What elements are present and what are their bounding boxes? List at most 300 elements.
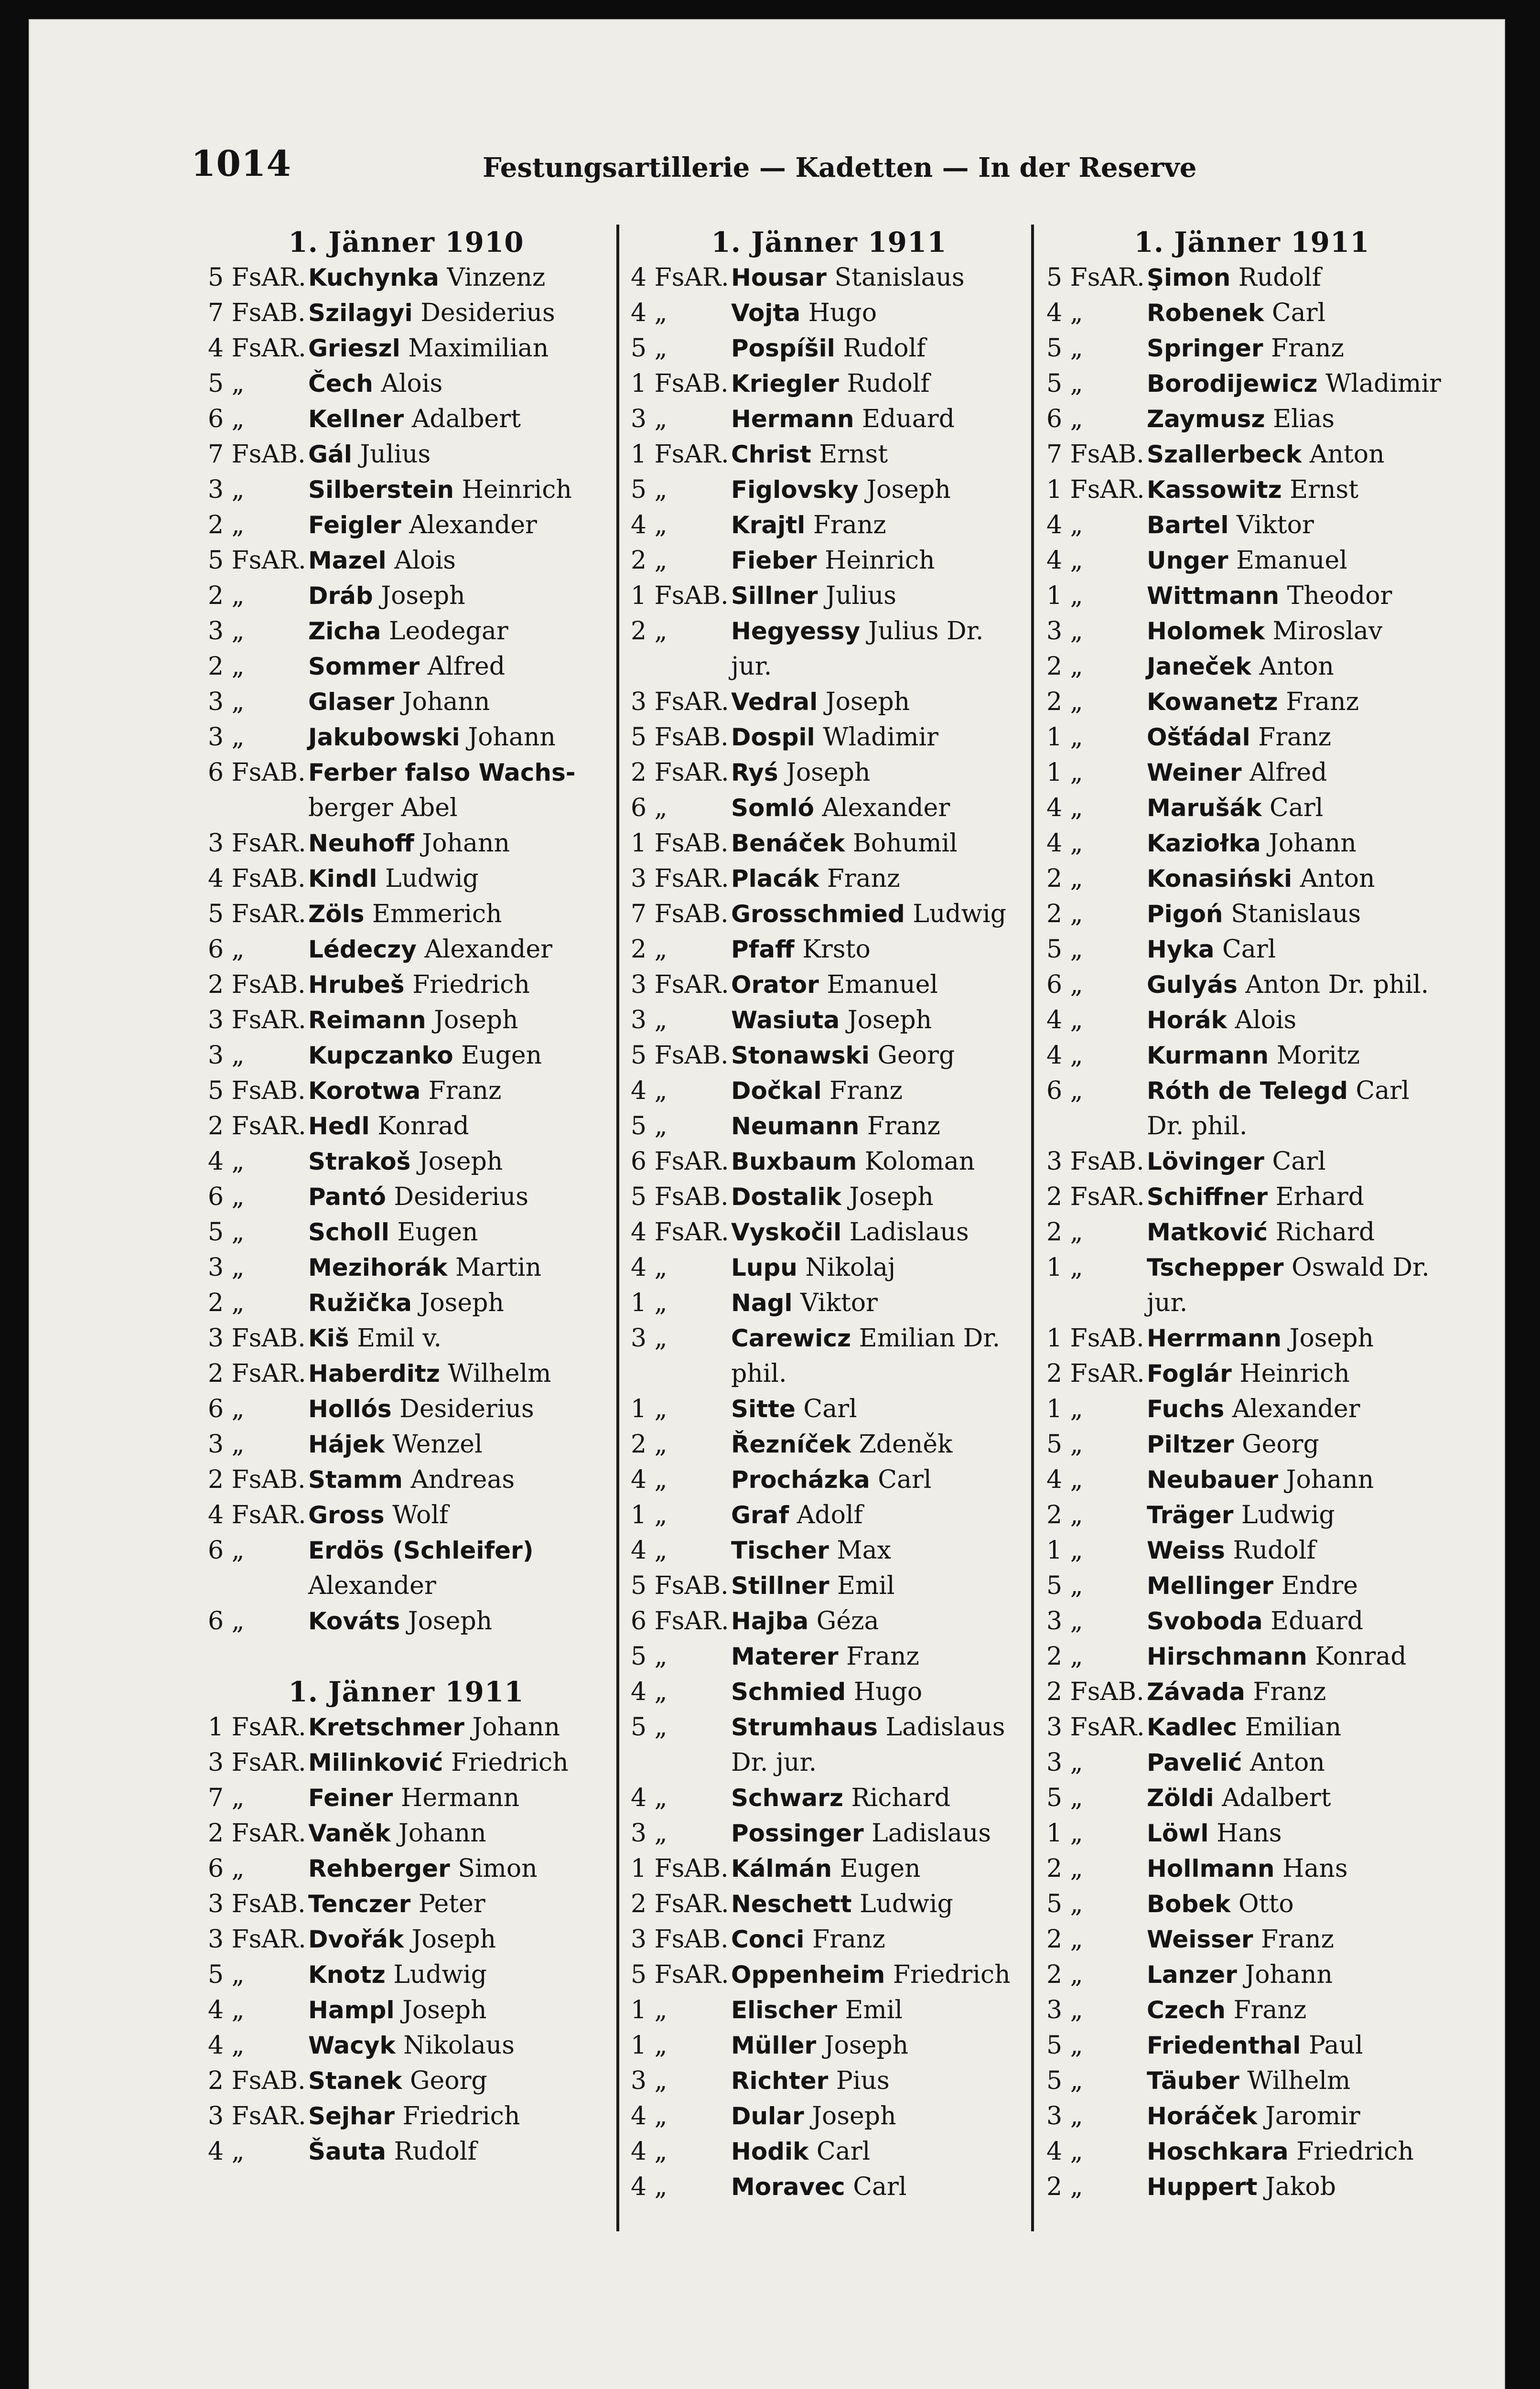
- roster-entry: [208, 1356, 604, 1391]
- unit-designation: 2 „: [1046, 1854, 1083, 1883]
- unit-designation: 4 FsAB.: [208, 864, 306, 893]
- unit-designation: 2 FsAR.: [631, 1890, 729, 1918]
- roster-entry: [631, 1639, 1027, 1674]
- unit-designation: 2 „: [208, 652, 245, 681]
- unit-designation: 1 „: [1046, 1395, 1083, 1423]
- given-name: Wolf: [392, 1501, 449, 1529]
- given-name: Adalbert: [1222, 1784, 1331, 1812]
- unit-designation: 3 „: [208, 688, 245, 716]
- roster-entry: [631, 861, 1027, 896]
- surname: Kretschmer: [308, 1713, 464, 1741]
- unit-designation: 5 „: [1046, 334, 1083, 363]
- roster-entry: [208, 1886, 604, 1922]
- given-name: Richard: [851, 1784, 951, 1812]
- roster-entry: [631, 755, 1027, 790]
- roster-entry: [1046, 613, 1457, 649]
- unit-designation: 6 FsAB.: [208, 758, 306, 787]
- surname: Hodik: [731, 2138, 809, 2165]
- unit-designation: 6 „: [208, 1607, 245, 1636]
- unit-designation: 2 FsAR.: [631, 758, 729, 787]
- roster-entry: [631, 1179, 1027, 1215]
- given-name: Anton: [1250, 1748, 1325, 1777]
- unit-designation: 1 „: [631, 1289, 668, 1317]
- unit-designation: 3 „: [1046, 1996, 1083, 2024]
- given-name: Leodegar: [388, 617, 508, 646]
- given-name: Franz: [1286, 688, 1359, 716]
- given-name: Johann: [1286, 1465, 1374, 1494]
- given-name: Bohumil: [852, 829, 958, 858]
- given-name: Johann: [468, 723, 556, 752]
- surname: Tschepper: [1147, 1254, 1284, 1281]
- roster-entry: [631, 331, 1027, 366]
- roster-entry: [208, 1603, 604, 1639]
- given-name: Hugo: [853, 1678, 923, 1706]
- column-rule-2: [1031, 225, 1034, 2231]
- unit-designation: 4 FsAR.: [208, 334, 306, 363]
- given-name: Ludwig: [860, 1890, 953, 1918]
- roster-entry: [631, 507, 1027, 543]
- unit-designation: 3 „: [631, 1819, 668, 1848]
- roster-entry: [1046, 1215, 1457, 1250]
- unit-designation: 2 „: [631, 617, 668, 646]
- surname: Müller: [731, 2032, 817, 2059]
- given-name: Joseph: [434, 1006, 518, 1034]
- surname: Holomek: [1147, 617, 1265, 645]
- surname: Carewicz: [731, 1324, 851, 1352]
- surname: Dular: [731, 2102, 804, 2130]
- given-name: Joseph: [418, 1147, 503, 1176]
- unit-designation: 3 FsAB.: [208, 1890, 306, 1918]
- surname: Řezníček: [731, 1431, 851, 1458]
- column-2: [631, 225, 1027, 2255]
- surname: Hirschmann: [1147, 1643, 1307, 1670]
- surname: Jakubowski: [308, 723, 460, 751]
- surname: Vyskočil: [731, 1218, 842, 1246]
- given-name: jur.: [731, 652, 772, 681]
- unit-designation: 3 FsAR.: [208, 1925, 306, 1954]
- roster-entry: [208, 295, 604, 331]
- unit-designation: 2 FsAB.: [208, 970, 306, 999]
- section-spacer: [208, 1639, 604, 1674]
- surname: Christ: [731, 441, 811, 468]
- roster-entry: [208, 1073, 604, 1108]
- unit-designation: 6 „: [208, 935, 245, 964]
- unit-designation: 3 FsAR.: [631, 970, 729, 999]
- given-name: Emilian Dr.: [859, 1324, 1001, 1353]
- roster-entry: [1046, 967, 1457, 1002]
- surname: Gulyás: [1147, 971, 1238, 999]
- unit-designation: 1 FsAB.: [1046, 1324, 1144, 1353]
- surname: Richter: [731, 2067, 829, 2095]
- given-name: Ludwig: [913, 900, 1007, 928]
- roster-entry: [631, 1285, 1027, 1321]
- unit-designation: 6 „: [1046, 970, 1083, 999]
- unit-designation: 7 FsAB.: [1046, 440, 1144, 469]
- unit-designation: 5 FsAR.: [208, 546, 306, 575]
- surname: Szallerbeck: [1147, 441, 1302, 468]
- unit-designation: 3 FsAR.: [208, 1748, 306, 1777]
- unit-designation: 4 „: [208, 1147, 245, 1176]
- surname: Kováts: [308, 1607, 400, 1635]
- unit-designation: 4 „: [1046, 1465, 1083, 1494]
- roster-entry: [1046, 684, 1457, 720]
- roster-entry: [208, 1250, 604, 1285]
- given-name: Franz: [1261, 1925, 1334, 1954]
- surname: Löwl: [1147, 1819, 1209, 1847]
- surname: Materer: [731, 1643, 839, 1670]
- unit-designation: 5 „: [208, 1218, 245, 1247]
- surname: Marušák: [1147, 794, 1262, 822]
- roster-entry: [1046, 401, 1457, 437]
- roster-entry: [631, 472, 1027, 507]
- unit-designation: 2 FsAB.: [1046, 1678, 1144, 1706]
- given-name: Carl: [853, 2173, 907, 2201]
- given-name: Johann: [1269, 829, 1357, 858]
- unit-designation: 4 FsAR.: [631, 1218, 729, 1247]
- given-name: Rudolf: [843, 334, 926, 363]
- surname: Janeček: [1147, 653, 1251, 680]
- entry-continuation: [631, 649, 1027, 684]
- unit-designation: 1 „: [631, 1395, 668, 1423]
- roster-entry: [1046, 1957, 1457, 1992]
- unit-designation: 5 „: [1046, 1571, 1083, 1600]
- surname: Kindl: [308, 865, 377, 893]
- surname: Hollós: [308, 1395, 392, 1423]
- given-name: Carl: [1272, 1147, 1326, 1176]
- surname: Hampl: [308, 1996, 395, 2024]
- unit-designation: 5 „: [1046, 1890, 1083, 1918]
- surname: Hollmann: [1147, 1855, 1275, 1883]
- unit-designation: 4 FsAR.: [631, 263, 729, 292]
- unit-designation: 5 FsAB.: [631, 723, 729, 752]
- roster-entry: [631, 1886, 1027, 1922]
- roster-entry: [631, 1391, 1027, 1427]
- roster-entry: [631, 720, 1027, 755]
- surname: Neumann: [731, 1112, 860, 1140]
- unit-designation: 1 „: [1046, 1253, 1083, 1282]
- surname: Huppert: [1147, 2173, 1258, 2201]
- roster-entry: [631, 1497, 1027, 1533]
- given-name: Joseph: [1289, 1324, 1374, 1353]
- surname: Korotwa: [308, 1077, 421, 1105]
- roster-entry: [208, 2134, 604, 2169]
- given-name: Alois: [381, 369, 443, 398]
- roster-entry: [208, 1497, 604, 1533]
- surname: Unger: [1147, 547, 1228, 574]
- given-name: Géza: [816, 1607, 879, 1636]
- roster-entry: [1046, 2063, 1457, 2098]
- given-name: Joseph: [402, 1996, 487, 2024]
- unit-designation: 2 „: [1046, 1218, 1083, 1247]
- given-name: Ladislaus: [885, 1713, 1005, 1742]
- roster-entry: [1046, 260, 1457, 295]
- surname: Stillner: [731, 1572, 829, 1600]
- roster-entry: [1046, 649, 1457, 684]
- surname: Horák: [1147, 1006, 1227, 1034]
- unit-designation: 4 „: [1046, 511, 1083, 539]
- given-name: Heinrich: [1239, 1359, 1350, 1388]
- roster-entry: [631, 613, 1027, 649]
- roster-entry: [208, 896, 604, 932]
- given-name: Dr. jur.: [731, 1748, 817, 1777]
- surname: Gross: [308, 1501, 385, 1529]
- unit-designation: 5 FsAR.: [1046, 263, 1145, 292]
- surname: Buxbaum: [731, 1148, 857, 1175]
- roster-entry: [631, 1780, 1027, 1816]
- roster-entry: [631, 967, 1027, 1002]
- surname: Benáček: [731, 829, 845, 857]
- unit-designation: 5 FsAR.: [208, 900, 306, 928]
- roster-entry: [631, 2169, 1027, 2205]
- surname: Pfaff: [731, 936, 795, 963]
- surname: Bobek: [1147, 1890, 1231, 1918]
- unit-designation: 3 „: [1046, 1607, 1083, 1636]
- surname: Stamm: [308, 1466, 403, 1494]
- roster-entry: [1046, 1639, 1457, 1674]
- roster-entry: [208, 543, 604, 578]
- column-rule-1: [616, 225, 619, 2231]
- roster-entry: [208, 1144, 604, 1179]
- given-name: Konrad: [377, 1112, 469, 1141]
- unit-designation: 1 „: [1046, 581, 1083, 610]
- roster-entry: [208, 1391, 604, 1427]
- given-name: Anton: [1259, 652, 1334, 681]
- given-name: Emanuel: [827, 970, 938, 999]
- surname: Hermann: [731, 405, 854, 433]
- roster-entry: [1046, 2028, 1457, 2063]
- surname: Oppenheim: [731, 1961, 885, 1989]
- given-name: Ludwig: [393, 1960, 487, 1989]
- roster-entry: [1046, 932, 1457, 967]
- unit-designation: 1 „: [1046, 758, 1083, 787]
- given-name: Desiderius: [399, 1395, 534, 1423]
- unit-designation: 6 „: [208, 1395, 245, 1423]
- roster-entry: [208, 366, 604, 401]
- unit-designation: 4 „: [631, 2137, 668, 2166]
- given-name: Rudolf: [1233, 1536, 1316, 1565]
- unit-designation: 3 „: [208, 1253, 245, 1282]
- roster-entry: [631, 1427, 1027, 1462]
- given-name: Jaromir: [1265, 2102, 1360, 2131]
- surname: Ryś: [731, 759, 778, 786]
- unit-designation: 5 FsAB.: [631, 1571, 729, 1600]
- surname: Ružička: [308, 1289, 412, 1317]
- surname: Ferber falso Wachs-: [308, 759, 576, 786]
- column-3: [1046, 225, 1457, 2255]
- roster-entry: [631, 2028, 1027, 2063]
- roster-entry: [1046, 1002, 1457, 1038]
- surname: Herrmann: [1147, 1324, 1282, 1352]
- roster-entry: [631, 684, 1027, 720]
- roster-entry: [631, 1568, 1027, 1603]
- surname: Závada: [1147, 1678, 1245, 1706]
- roster-entry: [631, 932, 1027, 967]
- given-name: Johann: [398, 1819, 486, 1848]
- surname: Lanzer: [1147, 1961, 1237, 1989]
- unit-designation: 3 „: [631, 405, 668, 433]
- surname: Svoboda: [1147, 1607, 1263, 1635]
- surname: Conci: [731, 1926, 805, 1953]
- unit-designation: 2 FsAR.: [208, 1359, 306, 1388]
- roster-entry: [208, 932, 604, 967]
- surname: Träger: [1147, 1501, 1234, 1529]
- surname: Zöls: [308, 900, 365, 928]
- roster-entry: [1046, 1603, 1457, 1639]
- entry-continuation: [208, 790, 604, 826]
- unit-designation: 5 „: [1046, 935, 1083, 964]
- surname: Moravec: [731, 2173, 845, 2201]
- unit-designation: 4 „: [631, 1076, 668, 1105]
- surname: Mazel: [308, 547, 387, 574]
- unit-designation: 5 FsAB.: [208, 1076, 306, 1105]
- given-name: Martin: [455, 1253, 542, 1282]
- surname: Zicha: [308, 617, 381, 645]
- given-name: Maximilian: [408, 334, 549, 363]
- given-name: Eugen: [840, 1854, 921, 1883]
- roster-entry: [1046, 331, 1457, 366]
- unit-designation: 7 FsAB.: [208, 299, 306, 327]
- unit-designation: 1 „: [631, 1996, 668, 2024]
- unit-designation: 5 FsAB.: [631, 1041, 729, 1070]
- surname: Wasiuta: [731, 1006, 840, 1034]
- roster-entry: [208, 472, 604, 507]
- unit-designation: 1 FsAB.: [631, 369, 729, 398]
- unit-designation: 4 „: [631, 2173, 668, 2201]
- roster-entry: [208, 1992, 604, 2028]
- roster-entry: [1046, 720, 1457, 755]
- roster-entry: [631, 260, 1027, 295]
- given-name: Joseph: [812, 2102, 896, 2131]
- given-name: Jakob: [1265, 2173, 1336, 2201]
- unit-designation: 6 „: [631, 794, 668, 822]
- surname: Čech: [308, 370, 373, 398]
- roster-entry: [208, 1710, 604, 1745]
- roster-entry: [208, 1285, 604, 1321]
- surname: Vojta: [731, 299, 801, 327]
- given-name: Ludwig: [1241, 1501, 1335, 1529]
- surname: Hegyessy: [731, 617, 861, 645]
- unit-designation: 2 „: [1046, 2173, 1083, 2201]
- surname: Pospíšil: [731, 334, 835, 362]
- given-name: Vinzenz: [447, 263, 546, 292]
- given-name: Franz: [827, 864, 900, 893]
- surname: Šauta: [308, 2138, 386, 2165]
- roster-entry: [1046, 1497, 1457, 1533]
- roster-entry: [631, 1957, 1027, 1992]
- surname: Zaymusz: [1147, 405, 1265, 433]
- surname: Weisser: [1147, 1926, 1253, 1953]
- surname: Şimon: [1147, 264, 1231, 291]
- unit-designation: 5 „: [631, 475, 668, 504]
- roster-entry: [208, 1922, 604, 1957]
- roster-entry: [1046, 1816, 1457, 1851]
- unit-designation: 1 FsAR.: [631, 440, 729, 469]
- roster-entry: [208, 967, 604, 1002]
- given-name: Heinrich: [825, 546, 935, 575]
- roster-entry: [208, 1816, 604, 1851]
- roster-entry: [631, 1250, 1027, 1285]
- unit-designation: 4 „: [1046, 829, 1083, 858]
- surname: Placák: [731, 865, 819, 893]
- unit-designation: 4 „: [1046, 2137, 1083, 2166]
- unit-designation: 2 FsAR.: [208, 1112, 306, 1141]
- roster-entry: [631, 2098, 1027, 2134]
- given-name: Anton: [1309, 440, 1385, 469]
- unit-designation: 1 FsAB.: [631, 1854, 729, 1883]
- surname: Hrubeš: [308, 971, 405, 999]
- surname: Neuhoff: [308, 829, 414, 857]
- unit-designation: 3 FsAR.: [208, 2102, 306, 2131]
- surname: Vaněk: [308, 1819, 391, 1847]
- roster-entry: [1046, 1179, 1457, 1215]
- roster-entry: [1046, 1674, 1457, 1710]
- surname: Sitte: [731, 1395, 796, 1423]
- unit-designation: 1 FsAR.: [1046, 475, 1145, 504]
- unit-designation: 2 „: [1046, 900, 1083, 928]
- surname: Lédeczy: [308, 936, 417, 963]
- unit-designation: 5 „: [1046, 1784, 1083, 1812]
- roster-entry: [631, 896, 1027, 932]
- given-name: Konrad: [1315, 1642, 1407, 1671]
- roster-entry: [208, 2063, 604, 2098]
- unit-designation: 3 „: [208, 617, 245, 646]
- roster-entry: [1046, 755, 1457, 790]
- surname: Krajtl: [731, 511, 806, 539]
- unit-designation: 4 „: [1046, 1041, 1083, 1070]
- unit-designation: 5 „: [1046, 2031, 1083, 2060]
- unit-designation: 5 „: [631, 1112, 668, 1141]
- given-name: Viktor: [1237, 511, 1314, 539]
- roster-entry: [631, 1073, 1027, 1108]
- surname: Stanek: [308, 2067, 402, 2095]
- given-name: Elias: [1273, 405, 1335, 433]
- roster-entry: [1046, 543, 1457, 578]
- roster-entry: [208, 1745, 604, 1780]
- roster-entry: [631, 1144, 1027, 1179]
- unit-designation: 1 „: [1046, 1536, 1083, 1565]
- surname: Lupu: [731, 1254, 797, 1281]
- unit-designation: 6 FsAR.: [631, 1147, 729, 1176]
- surname: Dospil: [731, 723, 815, 751]
- roster-entry: [208, 861, 604, 896]
- surname: Ošťádal: [1147, 723, 1250, 751]
- roster-entry: [208, 720, 604, 755]
- surname: Pavelić: [1147, 1749, 1242, 1776]
- roster-entry: [208, 1002, 604, 1038]
- roster-entry: [631, 1533, 1027, 1568]
- unit-designation: 5 „: [208, 369, 245, 398]
- surname: Reimann: [308, 1006, 426, 1034]
- given-name: Hermann: [400, 1784, 520, 1812]
- roster-entry: [208, 1038, 604, 1073]
- surname: Kassowitz: [1147, 476, 1282, 504]
- roster-entry: [1046, 1886, 1457, 1922]
- given-name: Oswald Dr.: [1292, 1253, 1430, 1282]
- given-name: Ludwig: [385, 864, 479, 893]
- given-name: Desiderius: [394, 1183, 528, 1211]
- surname: Erdös (Schleifer): [308, 1537, 534, 1564]
- unit-designation: 1 „: [1046, 1819, 1083, 1848]
- unit-designation: 2 „: [1046, 652, 1083, 681]
- surname: Bartel: [1147, 511, 1229, 539]
- roster-entry: [631, 1922, 1027, 1957]
- given-name: Rudolf: [1238, 263, 1321, 292]
- roster-entry: [208, 1427, 604, 1462]
- given-name: Koloman: [864, 1147, 975, 1176]
- surname: Springer: [1147, 334, 1263, 362]
- unit-designation: 4 „: [631, 1253, 668, 1282]
- given-name: Franz: [829, 1076, 903, 1105]
